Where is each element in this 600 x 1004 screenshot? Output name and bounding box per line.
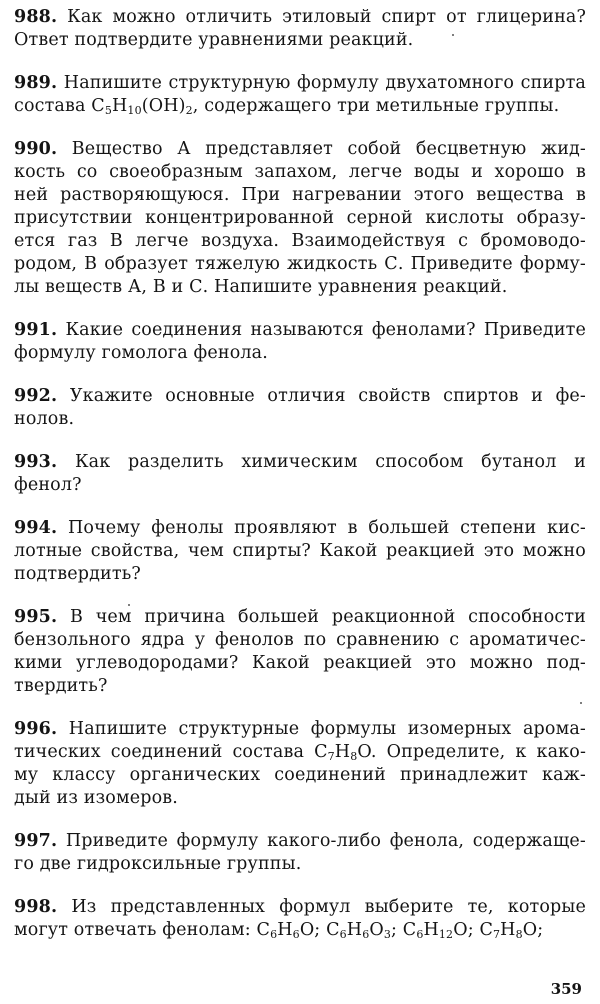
problem-line [14,95,586,118]
problem-text: кость со своеобразным запахом, легче воды и хорошо в [14,162,586,182]
problem-text: го две гидроксильные группы. [14,854,302,874]
problem-line [14,276,586,299]
problem-994 [14,517,586,586]
problem-line [14,319,586,342]
problem-number: 993. [14,452,58,472]
problem-text: твердить? [14,676,108,696]
problem-996 [14,718,586,810]
problem-line [14,207,586,230]
problem-number: 992. [14,386,58,406]
print-speck [452,34,454,36]
problem-text: родом, В образует тяжелую жидкость С. Приведите форму- [14,254,586,274]
problem-line [14,919,586,942]
problem-993 [14,451,586,497]
problem-text: подтвердить? [14,564,141,584]
problem-text: Напишите структурные формулы изомерных арома- [68,719,586,739]
problem-number: 994. [14,518,58,538]
problem-text: могут отвечать фенолам: $C_6H_6O$; $C_6H_6O_3$; $C_6H_{12}O$; $C_7H_8O$; [14,920,544,941]
problem-line [14,230,586,253]
problem-number: 995. [14,607,58,627]
problem-text: лы веществ А, В и С. Напишите уравнения реакций. [14,277,508,297]
problem-text: Напишите структурную формулу двухатомного спирта [63,73,586,93]
problem-text: Как можно отличить этиловый спирт от глицерина? [67,7,586,27]
problem-line [14,29,586,52]
problem-text: му классу органических соединений принадлежит каж- [14,765,586,785]
problem-line [14,787,586,810]
problem-line [14,451,586,497]
problem-line [14,675,586,698]
problem-number: 991. [14,320,58,340]
problem-line [14,629,586,652]
problem-998 [14,896,586,942]
problem-text: Приведите формулу какого-либо фенола, содержаще- [65,831,586,851]
problem-text: лотные свойства, чем спирты? Какой реакцией это можно [14,541,586,561]
problem-text: ется газ В легче воздуха. Взаимодействуя с бромоводо- [14,231,586,251]
problem-line [14,72,586,95]
problem-text: бензольного ядра у фенолов по сравнению с ароматичес- [14,630,586,650]
problem-988 [14,6,586,52]
problem-number: 996. [14,719,58,739]
problem-number: 997. [14,831,58,851]
problem-text: Какие соединения называются фенолами? Приведите [65,320,586,340]
problem-text: Ответ подтвердите уравнениями реакций. [14,30,414,50]
problem-line [14,184,586,207]
print-speck [580,702,582,704]
problem-text: ней растворяющуюся. При нагревании этого вещества в [14,185,586,205]
problem-line [14,161,586,184]
problem-text: состава $C_5H_{10}(OH)_2$, содержащего три метильные группы. [14,96,560,117]
problem-text: присутствии концентрированной серной кислоты образу- [14,208,586,228]
problem-text: тических соединений состава $C_7H_8O$. Определите, к како- [14,742,587,763]
problem-line [14,896,586,919]
problem-number: 998. [14,897,58,917]
problem-990 [14,138,586,299]
problem-line [14,563,586,586]
problem-line [14,138,586,161]
print-speck [128,604,130,606]
problem-line [14,517,586,540]
problem-text: Укажите основные отличия свойств спиртов и фе- [69,386,586,406]
problem-number: 988. [14,7,58,27]
problem-line [14,718,586,741]
problem-text: формулу гомолога фенола. [14,343,268,363]
problem-text: Почему фенолы проявляют в большей степени кис- [67,518,586,538]
problem-line [14,652,586,675]
problem-997 [14,830,586,876]
problem-line [14,6,586,29]
problem-list [14,6,586,942]
problem-line [14,830,586,853]
problem-line [14,606,586,629]
problem-line [14,741,586,764]
problem-text: нолов. [14,409,75,429]
problem-text: В чем причина большей реакционной способности [69,607,586,627]
page-number: 359 [550,980,582,998]
problem-line [14,540,586,563]
problem-line [14,408,586,431]
problem-line [14,853,586,876]
problem-992 [14,385,586,431]
problem-text: Из представленных формул выберите те, которые [71,897,586,917]
problem-line [14,764,586,787]
problem-line [14,385,586,408]
problem-text: кими углеводородами? Какой реакцией это можно под- [14,653,586,673]
problem-text: Вещество А представляет собой бесцветную жид- [71,139,586,159]
problem-number: 990. [14,139,58,159]
problem-line [14,342,586,365]
problem-number: 989. [14,73,58,93]
problem-text: дый из изомеров. [14,788,178,808]
problem-995 [14,606,586,698]
problem-991 [14,319,586,365]
problem-line [14,253,586,276]
problem-989 [14,72,586,118]
problem-text: Как разделить химическим способом бутанол и фенол? [14,452,586,495]
